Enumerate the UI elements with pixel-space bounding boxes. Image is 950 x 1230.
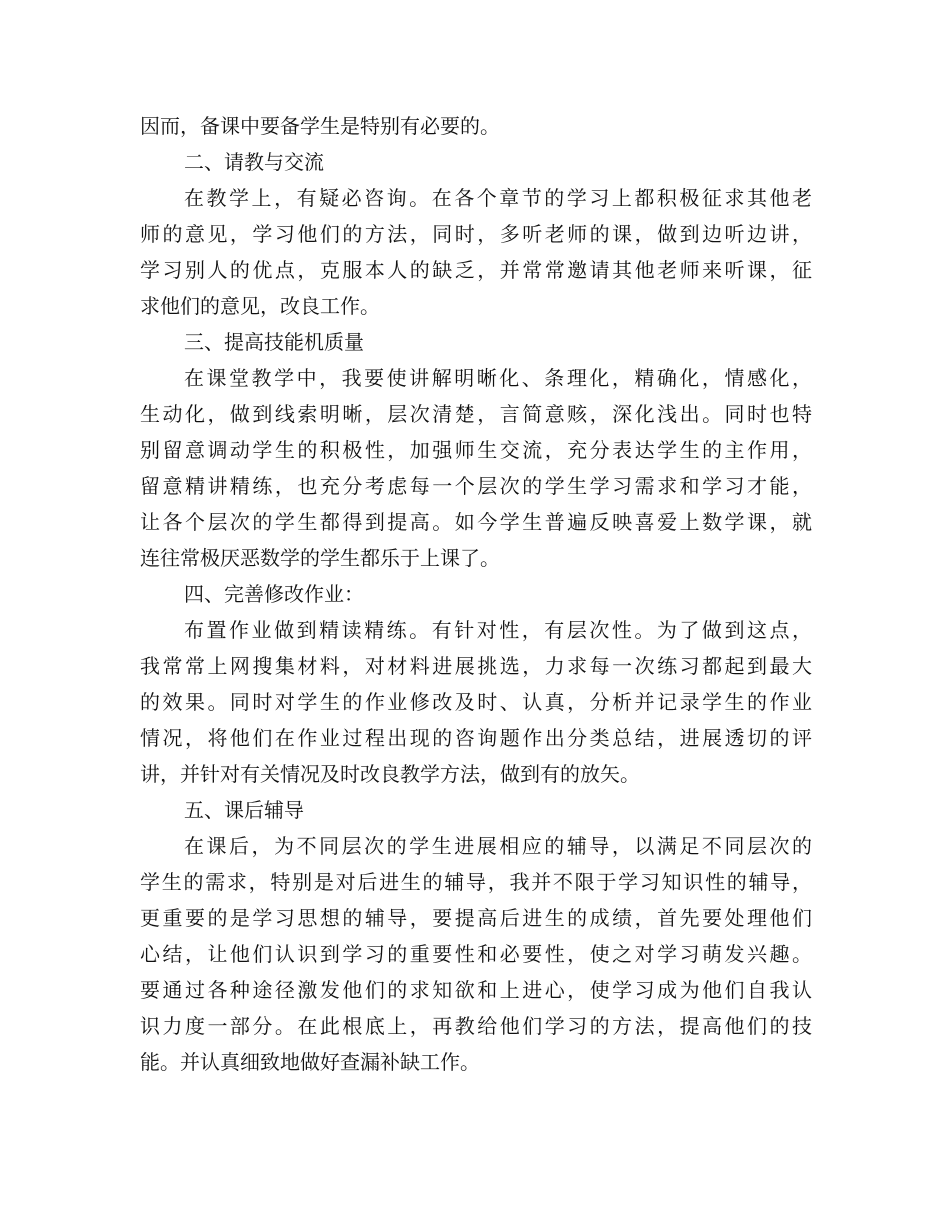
text-line: 学习别人的优点，克服本人的缺乏，并常常邀请其他老师来听课，征 xyxy=(140,258,812,282)
text-line: 心结，让他们认识到学习的重要性和必要性，使之对学习萌发兴趣。 xyxy=(140,942,812,966)
section-heading: 四、完善修改作业： xyxy=(184,582,364,606)
text-line: 在课堂教学中，我要使讲解明晰化、条理化，精确化，情感化， xyxy=(184,366,812,390)
text-line: 更重要的是学习思想的辅导，要提高后进生的成绩，首先要处理他们 xyxy=(140,906,812,930)
text-line: 别留意调动学生的积极性，加强师生交流，充分表达学生的主作用， xyxy=(140,438,812,462)
text-line: 的效果。同时对学生的作业修改及时、认真，分析并记录学生的作业 xyxy=(140,690,812,714)
section-heading: 五、课后辅导 xyxy=(184,798,304,822)
text-line: 情况，将他们在作业过程出现的咨询题作出分类总结，进展透切的评 xyxy=(140,726,812,750)
section-heading: 三、提高技能机质量 xyxy=(184,330,364,354)
document-body xyxy=(140,108,812,1080)
text-line: 在教学上，有疑必咨询。在各个章节的学习上都积极征求其他老 xyxy=(184,186,812,210)
section-heading: 二、请教与交流 xyxy=(184,150,324,174)
text-line: 能。并认真细致地做好查漏补缺工作。 xyxy=(140,1050,480,1074)
text-line: 学生的需求，特别是对后进生的辅导，我并不限于学习知识性的辅导， xyxy=(140,870,812,894)
text-line: 生动化，做到线索明晰，层次清楚，言简意赅，深化浅出。同时也特 xyxy=(140,402,812,426)
text-line: 师的意见，学习他们的方法，同时，多听老师的课，做到边听边讲， xyxy=(140,222,812,246)
text-line: 求他们的意见，改良工作。 xyxy=(140,294,380,318)
text-line: 我常常上网搜集材料，对材料进展挑选，力求每一次练习都起到最大 xyxy=(140,654,812,678)
text-line: 留意精讲精练，也充分考虑每一个层次的学生学习需求和学习才能， xyxy=(140,474,812,498)
text-line: 讲，并针对有关情况及时改良教学方法，做到有的放矢。 xyxy=(140,762,640,786)
text-line: 要通过各种途径激发他们的求知欲和上进心，使学习成为他们自我认 xyxy=(140,978,812,1002)
text-line: 识力度一部分。在此根底上，再教给他们学习的方法，提高他们的技 xyxy=(140,1014,812,1038)
text-line: 连往常极厌恶数学的学生都乐于上课了。 xyxy=(140,546,500,570)
text-line: 让各个层次的学生都得到提高。如今学生普遍反映喜爱上数学课，就 xyxy=(140,510,812,534)
text-line: 在课后，为不同层次的学生进展相应的辅导，以满足不同层次的 xyxy=(184,834,812,858)
text-line: 布置作业做到精读精练。有针对性，有层次性。为了做到这点， xyxy=(184,618,812,642)
text-line: 因而，备课中要备学生是特别有必要的。 xyxy=(140,114,500,138)
